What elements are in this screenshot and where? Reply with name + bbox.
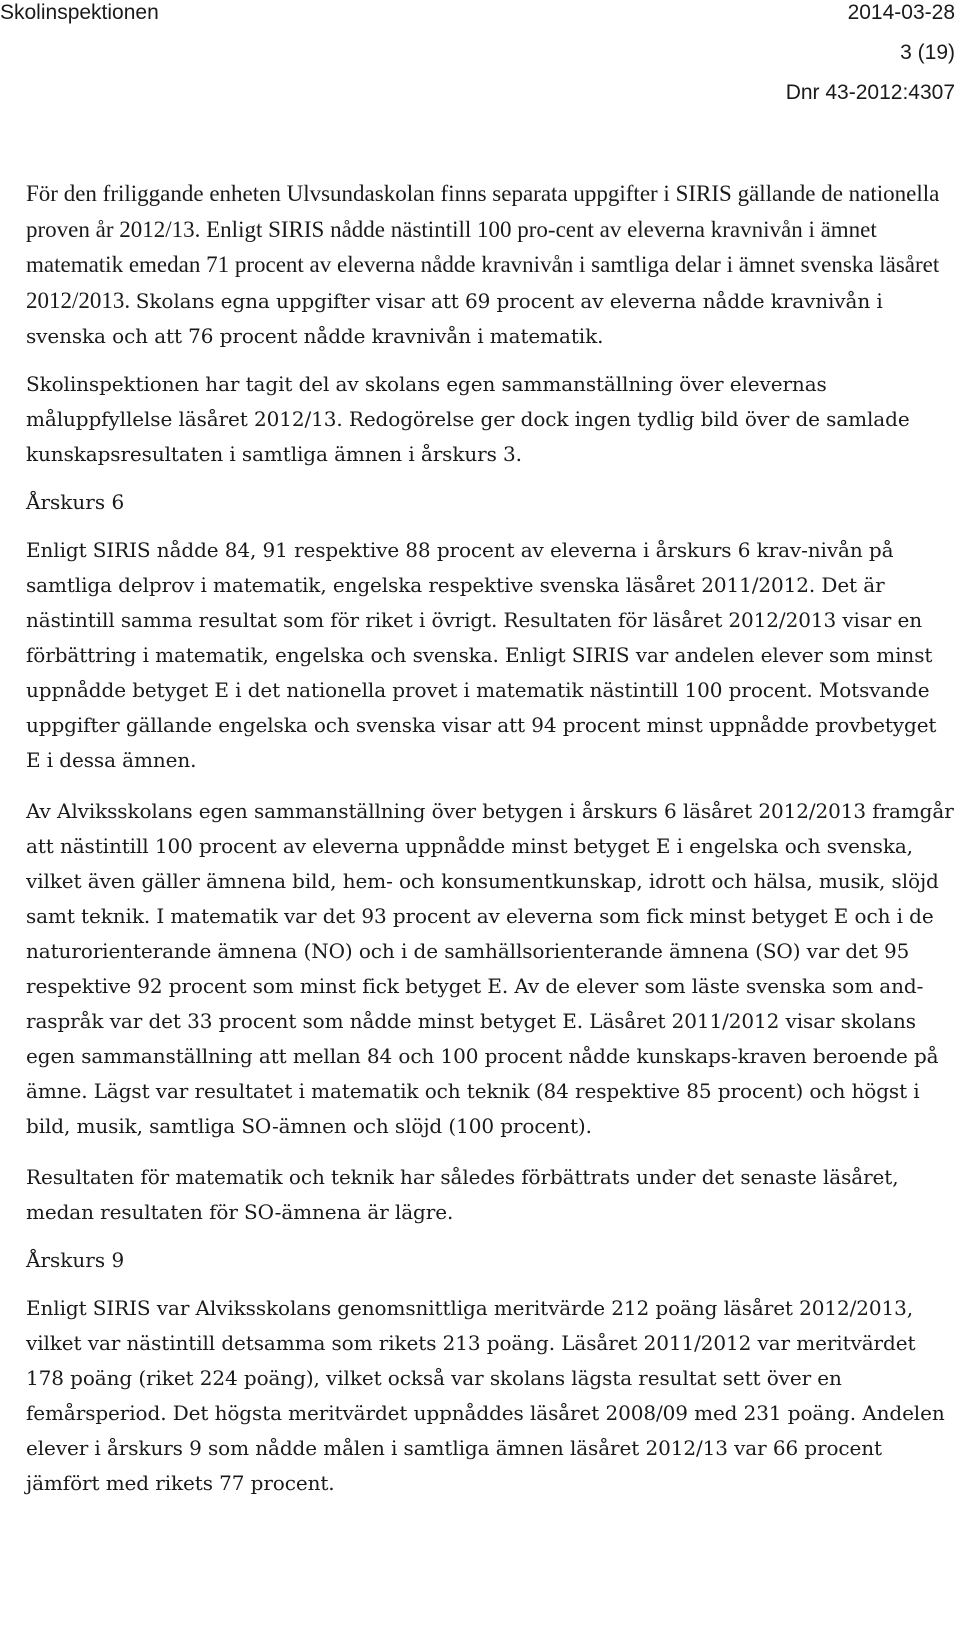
paragraph-ulvsundaskolan-own-data: Skolans egna uppgifter visar att 69 procent av eleverna nådde kravnivån i svenska och att 76 procent nådde kravnivån i matematik.: [26, 288, 883, 348]
paragraph-alviksskolan-grades: Av Alviksskolans egen sammanställning över betygen i årskurs 6 läsåret 2012/2013 framgår att nästintill 100 procent av eleverna uppnådde minst betyget E i engelska och svenska, vilket även gäller ämnena bild, hem- och konsumentkunskap, idrott och hälsa, musik, slöjd samt teknik. I matematik var det 93 procent av eleverna som fick minst betyget E och i de naturorienterande ämnena (NO) och i de samhällsorienterande ämnena (SO) var det 95 respektive 92 procent som minst fick betyget E. Av de elever som läste svenska som and-raspråk var det 33 procent som nådde minst betyget E. Läsåret 2011/2012 visar skolans egen sammanställning att mellan 84 och 100 procent nådde kunskaps-kraven beroende på ämne. Lägst var resultatet i matematik och teknik (84 respektive 85 procent) och högst i bild, musik, samtliga SO-ämnen och slöjd (100 procent).: [26, 798, 954, 1138]
paragraph-ulvsundaskolan: [26, 176, 954, 354]
paragraph-merit-value: Enligt SIRIS var Alviksskolans genomsnittliga meritvärde 212 poäng läsåret 2012/2013, vilket var nästintill detsamma som rikets 213 poäng. Läsåret 2011/2012 var meritvärdet 178 poäng (riket 224 poäng), vilket också var skolans lägsta resultat sett över en femårsperiod. Det högsta meritvärdet uppnåddes läsåret 2008/09 med 231 poäng. Andelen elever i årskurs 9 som nådde målen i samtliga ämnen läsåret 2012/13 var 66 procent jämfört med rikets 77 procent.: [26, 1295, 945, 1495]
header-registration-number: Dnr 43-2012:4307: [785, 81, 955, 104]
heading-grade-6: Årskurs 6: [26, 489, 125, 514]
document-body: [26, 176, 954, 1501]
paragraph-results-conclusion: Resultaten för matematik och teknik har således förbättrats under det senaste läsåret, medan resultaten för SO-ämnena är lägre.: [26, 1164, 899, 1224]
header-page-number: 3 (19): [900, 41, 955, 64]
paragraph-siris-grade6: Enligt SIRIS nådde 84, 91 respektive 88 procent av eleverna i årskurs 6 krav-nivån på samtliga delprov i matematik, engelska respektive svenska läsåret 2011/2012. Det är nästintill samma resultat som för riket i övrigt. Resultaten för läsåret 2012/2013 visar en förbättring i matematik, engelska och svenska. Enligt SIRIS var andelen elever som minst uppnådde betyget E i det nationella provet i matematik nästintill 100 procent. Motsvande uppgifter gällande engelska och svenska visar att 94 procent minst uppnådde provbetyget E i dessa ämnen.: [26, 537, 937, 772]
paragraph-ulvsundaskolan-siris: För den friliggande enheten Ulvsundaskolan finns separata uppgifter i SIRIS gällande de nationella proven år 2012/13. Enligt SIRIS nådde nästintill 100 pro-cent av eleverna kravnivån i ämnet matematik emedan 71 procent av eleverna nådde kravnivån i samtliga delar i ämnet svenska läsåret 2012/2013.: [26, 181, 940, 313]
page-header: [0, 0, 960, 104]
heading-grade-9: Årskurs 9: [26, 1247, 125, 1272]
paragraph-summary-grade3: Skolinspektionen har tagit del av skolans egen sammanställning över elevernas måluppfyllelse läsåret 2012/13. Redogörelse ger dock ingen tydlig bild över de samlade kunskapsresultaten i samtliga ämnen i årskurs 3.: [26, 371, 910, 466]
header-date: 2014-03-28: [847, 1, 955, 24]
header-organization: Skolinspektionen: [0, 1, 159, 24]
